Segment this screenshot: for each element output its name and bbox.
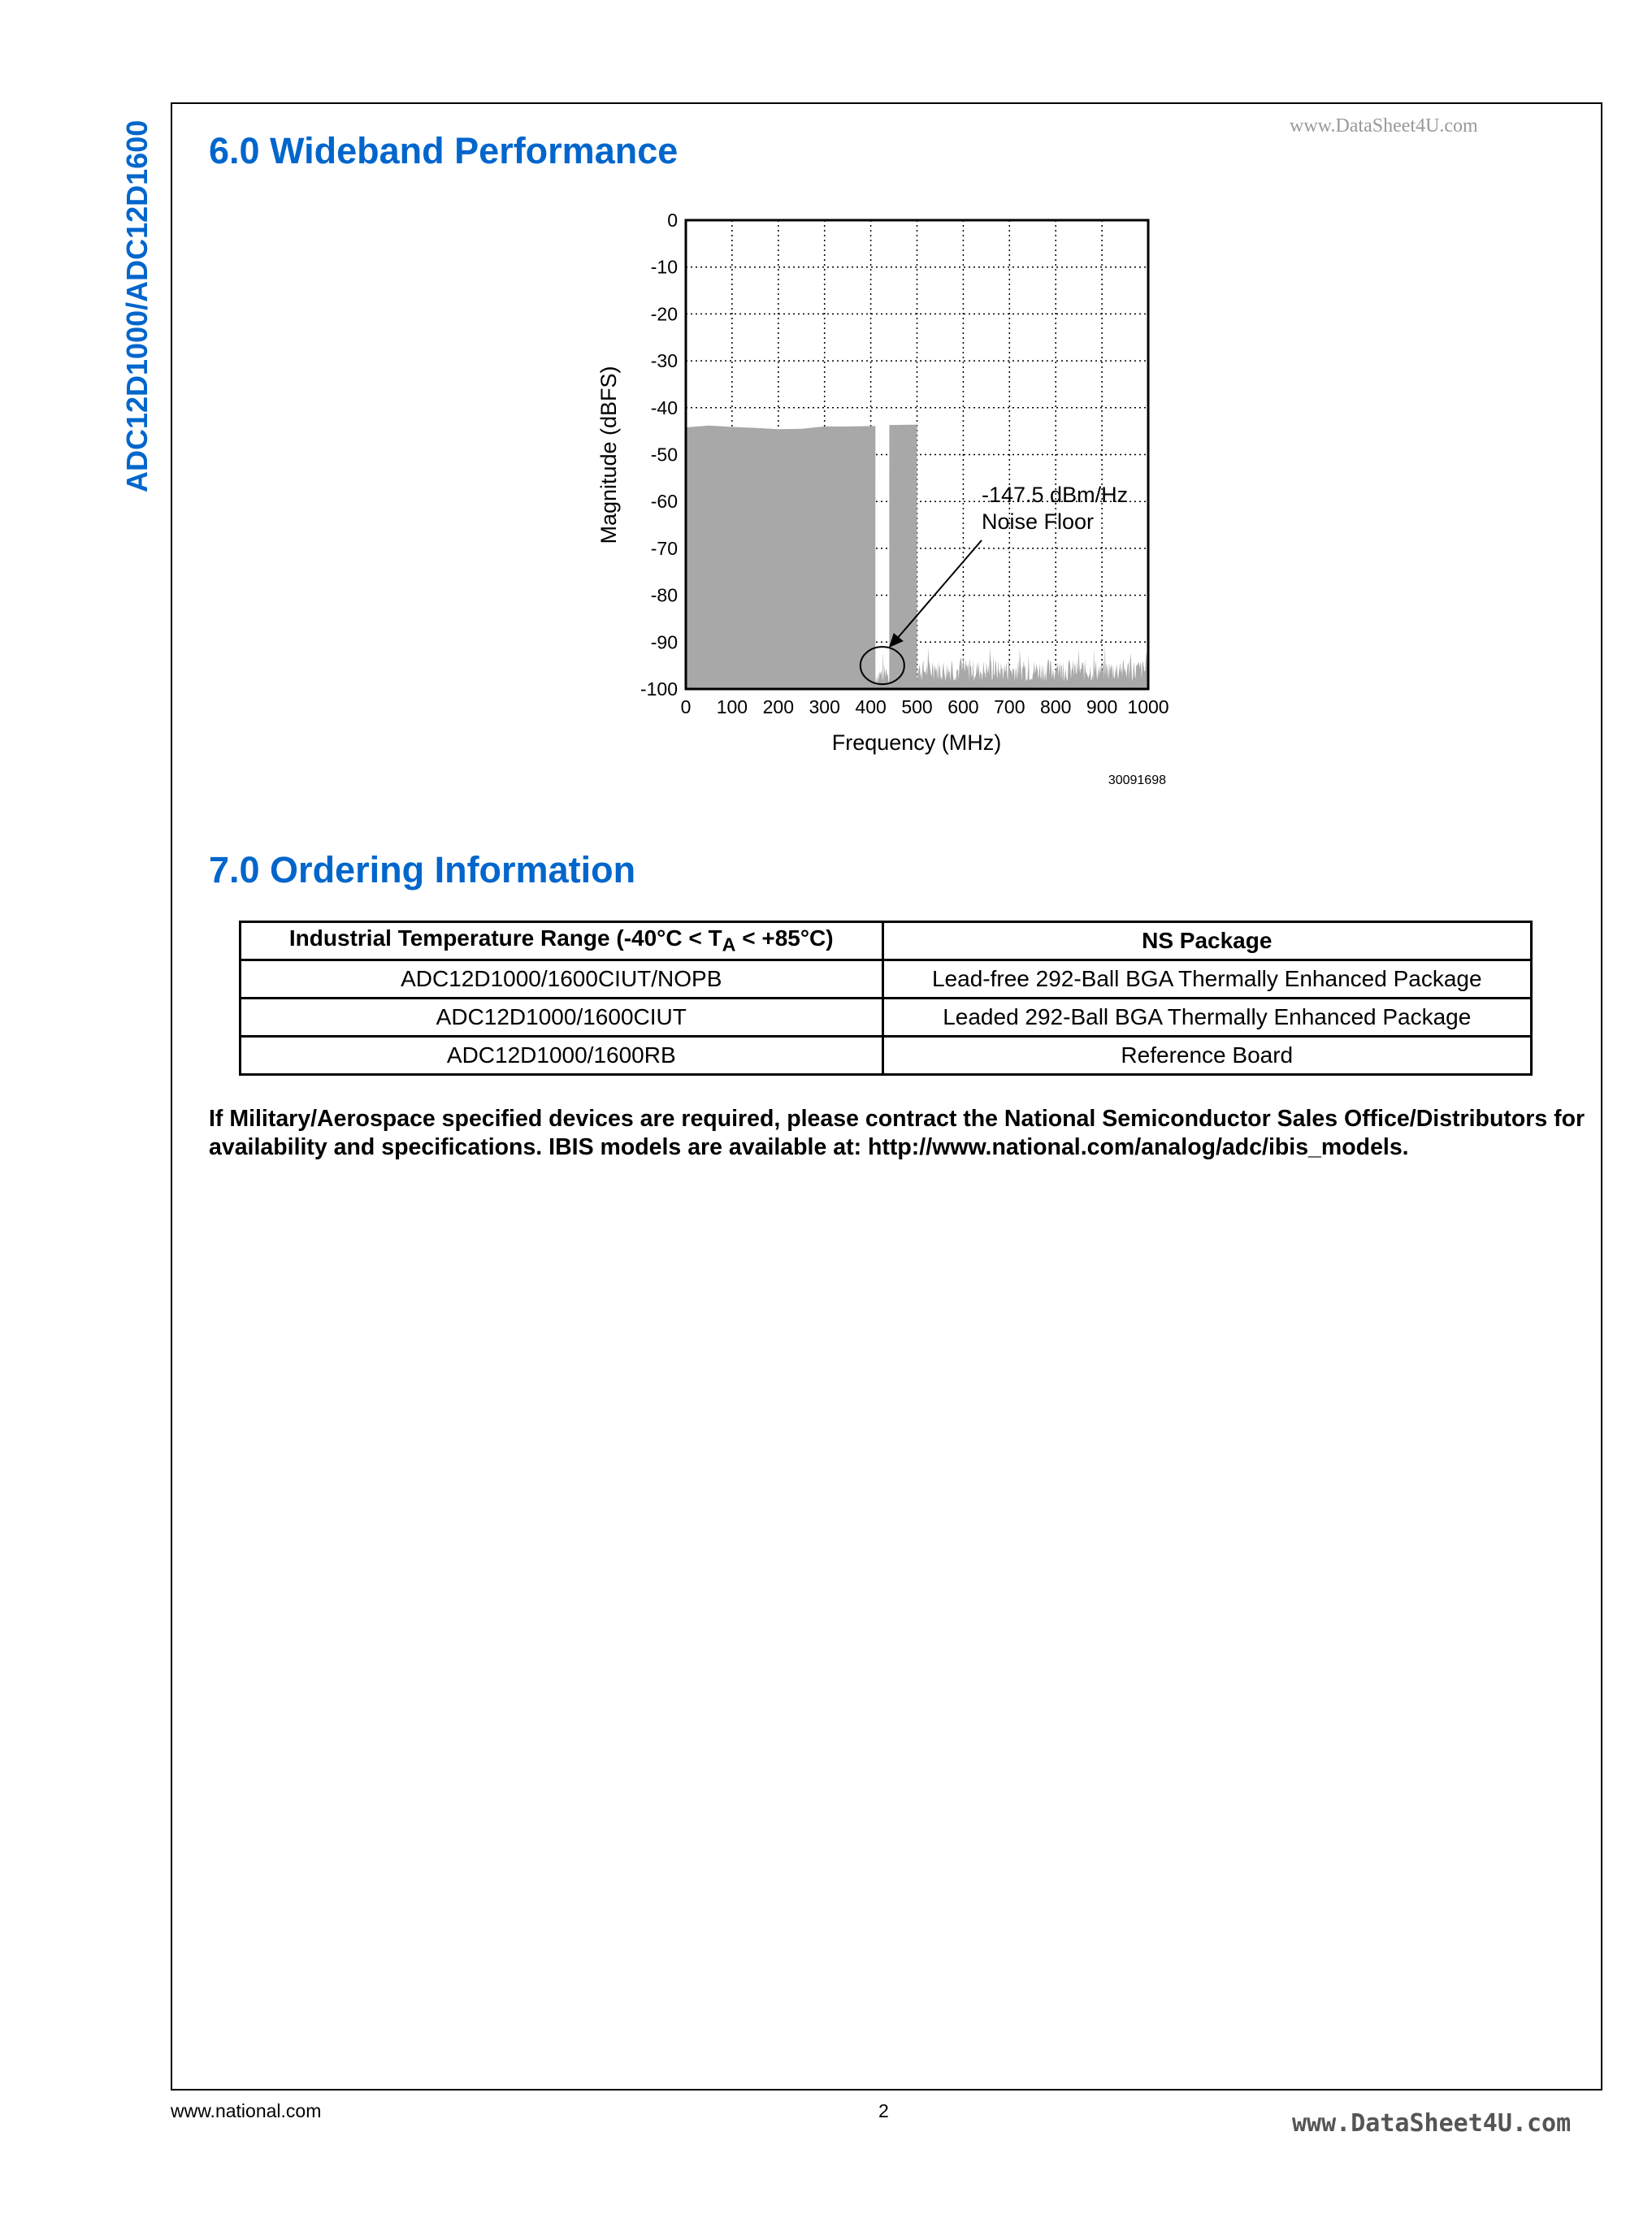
annotation-line2: Noise Floor (982, 509, 1095, 534)
package: Leaded 292-Ball BGA Thermally Enhanced Package (882, 999, 1531, 1037)
wideband-chart (593, 203, 1178, 788)
x-tick-label: 800 (1040, 696, 1072, 717)
table-row (241, 999, 1532, 1037)
series-area-signal-band-1 (686, 426, 875, 689)
x-tick-label: 300 (809, 696, 840, 717)
package: Lead-free 292-Ball BGA Thermally Enhanced Package (882, 960, 1531, 999)
figure-id: 30091698 (1108, 773, 1166, 787)
side-title (120, 102, 158, 492)
series-area-noise-floor (917, 645, 1148, 689)
x-tick-label: 1000 (1127, 696, 1169, 717)
watermark-top: www.DataSheet4U.com (1290, 115, 1478, 136)
annotation-line1: -147.5 dBm/Hz (982, 483, 1129, 507)
x-tick-label: 500 (901, 696, 933, 717)
section-heading-ordering: 7.0 Ordering Information (209, 849, 636, 890)
y-tick-label: -70 (650, 537, 678, 559)
part-number: ADC12D1000/1600CIUT (241, 999, 883, 1037)
y-tick-label: -40 (650, 396, 678, 418)
x-tick-label: 400 (855, 696, 887, 717)
part-number: ADC12D1000/1600CIUT/NOPB (241, 960, 883, 999)
part-number: ADC12D1000/1600RB (241, 1037, 883, 1075)
x-tick-label: 600 (947, 696, 979, 717)
x-tick-label: 700 (994, 696, 1025, 717)
x-tick-label: 0 (680, 696, 692, 717)
watermark-bottom: www.DataSheet4U.com (1292, 2109, 1572, 2138)
y-tick-label: -100 (640, 678, 678, 700)
y-tick-label: -30 (650, 350, 678, 372)
header-ns-package: NS Package (882, 922, 1531, 960)
header-temperature-range: Industrial Temperature Range $(-40^\circ C < T_A < +85^\circ C)$ (241, 922, 883, 960)
x-tick-label: 100 (716, 696, 748, 717)
y-tick-label: -90 (650, 631, 678, 653)
package: Reference Board (882, 1037, 1531, 1075)
y-tick-label: 0 (667, 210, 678, 231)
x-tick-label: 200 (762, 696, 794, 717)
side-title-text: ADC12D1000/ADC12D1600 (120, 119, 154, 492)
x-axis-label: Frequency (MHz) (831, 730, 1002, 755)
footer-website[interactable]: www.national.com (171, 2100, 322, 2121)
y-tick-label: -10 (650, 256, 678, 278)
y-axis-label: Magnitude (dBFS) (596, 366, 621, 544)
table-header-row (241, 922, 1532, 960)
y-tick-label: -80 (650, 584, 678, 606)
section-heading-wideband: 6.0 Wideband Performance (209, 130, 679, 171)
chart-marks (686, 425, 1148, 689)
table-row (241, 1037, 1532, 1075)
x-tick-label: 900 (1086, 696, 1118, 717)
ordering-table (239, 921, 1533, 1076)
y-tick-label: -60 (650, 491, 678, 513)
y-tick-label: -20 (650, 303, 678, 325)
y-tick-label: -50 (650, 444, 678, 466)
page-number: 2 (878, 2100, 889, 2121)
ordering-note: If Military/Aerospace specified devices are required, please contract the National Semiconductor Sales Office/Distributors for availability and specifications. IBIS models are available at: http://www.national.com/analog/adc/ibis_models. (209, 1106, 1585, 1160)
table-row (241, 960, 1532, 999)
